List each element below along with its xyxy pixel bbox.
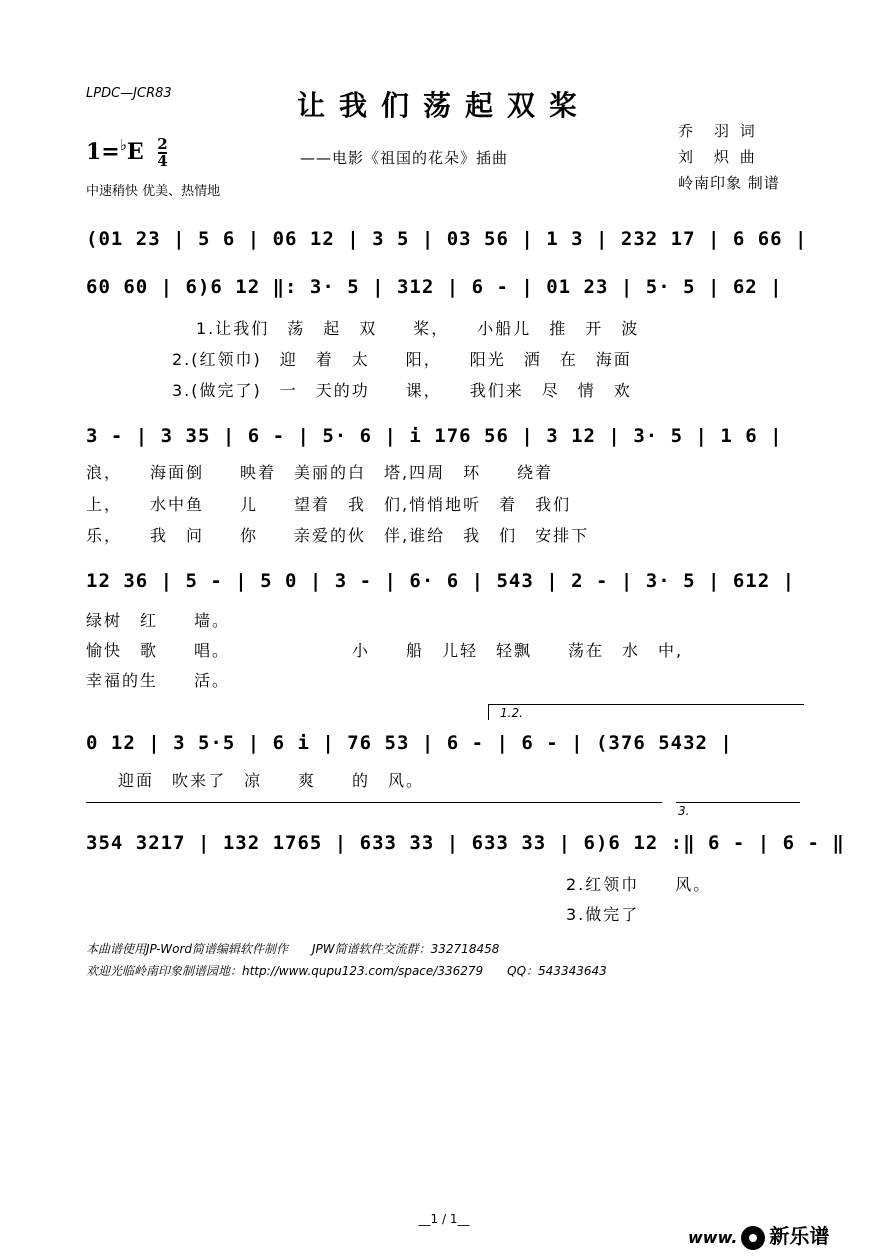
lyric-ending3: 3.做完了: [566, 905, 640, 924]
lyric-verse2-b: 上， 水中鱼 儿 望着 我 们,悄悄地听 着 我们: [86, 495, 572, 514]
volta3-line: [676, 802, 800, 803]
lyric-chorus: 小 船 儿轻 轻飘 荡在 水 中,: [352, 641, 684, 660]
score-code: LPDC—JCR83: [86, 86, 172, 101]
lyric-verse2-a: 2.(红领巾) 迎 着 太 阳， 阳光 洒 在 海面: [172, 350, 632, 369]
time-signature: [157, 137, 167, 169]
lyric-verse1-a: 1.让我们 荡 起 双 桨， 小船儿 推 开 波: [196, 319, 640, 338]
key-signature: [86, 136, 168, 169]
record-icon: [741, 1226, 765, 1250]
key-prefix: 1=: [86, 139, 120, 165]
logo-www: www.: [688, 1228, 738, 1247]
score-line-3: 3 - | 3 35 | 6 - | 5· 6 | i 176 56 | 3 12 | 3· 5 | 1 6 |: [86, 425, 783, 447]
score-line-4: 12 36 | 5 - | 5 0 | 3 - | 6· 6 | 543 | 2 - | 3· 5 | 612 |: [86, 570, 796, 592]
tempo-marking: 中速稍快 优美、热情地: [86, 184, 221, 199]
system-line: [86, 802, 662, 803]
lyric-verse3-b: 乐， 我 问 你 亲爱的伙 伴,谁给 我 们 安排下: [86, 526, 590, 545]
time-bottom: 4: [157, 152, 168, 170]
volta-line: [488, 704, 804, 705]
score-line-2: 60 60 | 6)6 12 ‖: 3· 5 | 312 | 6 - | 01 23 | 5· 5 | 62 |: [86, 276, 783, 298]
volta-label-3: 3.: [678, 804, 690, 818]
composer: 刘 炽 曲: [678, 148, 758, 166]
footer-website-note: 欢迎光临岭南印象制谱园地：http://www.qupu123.com/space/336279 QQ：543343643: [86, 964, 607, 978]
footer-software-note: 本曲谱使用JP-Word简谱编辑软件制作 JPW简谱软件交流群：332718458: [86, 942, 500, 956]
site-logo: [688, 1220, 829, 1250]
lyricist: 乔 羽 词: [678, 122, 758, 140]
lyric-verse3-c: 幸福的生 活。: [86, 671, 231, 690]
subtitle: ——电影《祖国的花朵》插曲: [300, 149, 509, 167]
lyric-verse1-b: 浪， 海面倒 映着 美丽的白 塔,四周 环 绕着: [86, 463, 554, 482]
volta-hook: [488, 704, 489, 720]
lyric-verse1-c: 绿树 红 墙。: [86, 611, 231, 630]
lyric-verse3-a: 3.(做完了) 一 天的功 课， 我们来 尽 情 欢: [172, 381, 632, 400]
lyric-line5: 迎面 吹来了 凉 爽 的 风。: [118, 771, 425, 790]
song-title: 让我们荡起双桨: [296, 89, 591, 122]
score-line-5: 0 12 | 3 5·5 | 6 i | 76 53 | 6 - | 6 - | (376 5432 |: [86, 732, 733, 754]
score-line-1: (01 23 | 5 6 | 06 12 | 3 5 | 03 56 | 1 3 | 232 17 | 6 66 |: [86, 228, 808, 250]
volta-label-12: 1.2.: [500, 706, 523, 720]
logo-text: 新乐谱: [769, 1224, 830, 1248]
lyric-ending2: 2.红领巾 风。: [566, 875, 712, 894]
lyric-verse2-c: 愉快 歌 唱。: [86, 641, 231, 660]
flat-sign: ♭: [119, 136, 127, 154]
arranger: 岭南印象 制谱: [678, 174, 780, 192]
score-line-6: 354 3217 | 132 1765 | 633 33 | 633 33 | 6)6 12 :‖ 6 - | 6 - ‖: [86, 832, 845, 854]
page-number: __1 / 1__: [418, 1212, 470, 1226]
time-top: 2: [157, 135, 168, 153]
key-note: E: [126, 139, 144, 165]
